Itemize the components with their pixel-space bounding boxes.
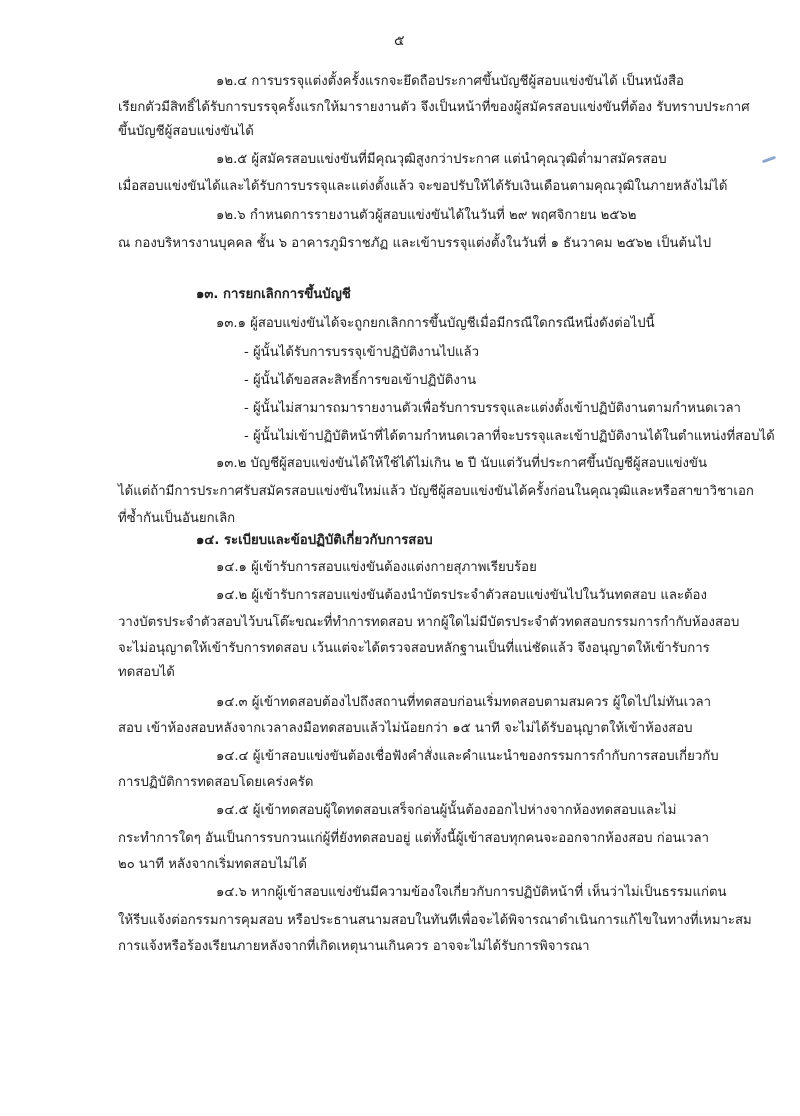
- page-number: ๕: [394, 33, 405, 49]
- text-line: ให้รีบแจ้งต่อกรรมการคุมสอบ หรือประธานสนามสอบในทันทีเพื่อจะได้พิจารณาดำเนินการแก้ไขในทางที่เหมาะสม: [118, 913, 752, 928]
- text-line: ๑๔.๒ ผู้เข้ารับการสอบแข่งขันต้องนำบัตรประจำตัวสอบแข่งขันไปในวันทดสอบ และต้อง: [216, 588, 707, 603]
- text-line: - ผู้นั้นไม่สามารถมารายงานตัวเพื่อรับการบรรจุและแต่งตั้งเข้าปฏิบัติงานตามกำหนดเวลา: [244, 401, 741, 416]
- text-line: ๑๒.๔ การบรรจุแต่งตั้งครั้งแรกจะยึดถือประกาศขึ้นบัญชีผู้สอบแข่งขันได้ เป็นหนังสือ: [216, 74, 684, 89]
- scan-mark: [762, 156, 776, 164]
- section-heading: ๑๔. ระเบียบและข้อปฏิบัติเกี่ยวกับการสอบ: [196, 533, 433, 548]
- text-line: การแจ้งหรือร้องเรียนภายหลังจากที่เกิดเหตุนานเกินควร อาจจะไม่ได้รับการพิจารณา: [118, 939, 590, 954]
- text-line: ๑๒.๕ ผู้สมัครสอบแข่งขันที่มีคุณวุฒิสูงกว่าประกาศ แต่นำคุณวุฒิต่ำมาสมัครสอบ: [216, 152, 667, 167]
- text-line: ๑๓.๒ บัญชีผู้สอบแข่งขันได้ให้ใช้ได้ไม่เกิน ๒ ปี นับแต่วันที่ประกาศขึ้นบัญชีผู้สอบแข่งขัน: [216, 456, 707, 471]
- text-line: ๑๔.๕ ผู้เข้าทดสอบผู้ใดทดสอบเสร็จก่อนผู้นั้นต้องออกไปห่างจากห้องทดสอบและไม่: [216, 803, 677, 818]
- text-line: วางบัตรประจำตัวสอบไว้บนโต๊ะขณะที่ทำการทดสอบ หากผู้ใดไม่มีบัตรประจำตัวทดสอบกรรมการกำกับห้องสอบ: [118, 615, 740, 630]
- text-line: ๑๔.๑ ผู้เข้ารับการสอบแข่งขันต้องแต่งกายสุภาพเรียบร้อย: [216, 560, 537, 575]
- text-line: ๑๔.๔ ผู้เข้าสอบแข่งขันต้องเชื่อฟังคำสั่งและคำแนะนำของกรรมการกำกับการสอบเกี่ยวกับ: [216, 749, 719, 764]
- text-line: ๑๔.๓ ผู้เข้าทดสอบต้องไปถึงสถานที่ทดสอบก่อนเริ่มทดสอบตามสมควร ผู้ใดไปไม่ทันเวลา: [216, 695, 711, 710]
- text-line: ๑๓.๑ ผู้สอบแข่งขันได้จะถูกยกเลิกการขึ้นบัญชีเมื่อมีกรณีใดกรณีหนึ่งดังต่อไปนี้: [216, 316, 655, 331]
- text-line: กระทำการใดๆ อันเป็นการรบกวนแก่ผู้ที่ยังทดสอบอยู่ แต่ทั้งนี้ผู้เข้าสอบทุกคนจะออกจากห้องสอบ ก่อนเวลา: [118, 831, 710, 846]
- text-line: ๑๒.๖ กำหนดการรายงานตัวผู้สอบแข่งขันได้ในวันที่ ๒๙ พฤศจิกายน ๒๕๖๒: [216, 208, 637, 223]
- text-line: สอบ เข้าห้องสอบหลังจากเวลาลงมือทดสอบแล้วไม่น้อยกว่า ๑๕ นาที จะไม่ได้รับอนุญาตให้เข้าห้องสอบ: [118, 721, 693, 736]
- text-line: - ผู้นั้นไม่เข้าปฏิบัติหน้าที่ได้ตามกำหนดเวลาที่จะบรรจุและเข้าปฏิบัติงานได้ในตำแหน่งที่สอบได้: [244, 429, 775, 444]
- text-line: เรียกตัวมีสิทธิ์ได้รับการบรรจุครั้งแรกให้มารายงานตัว จึงเป็นหน้าที่ของผู้สมัครสอบแข่งขันที่ต้อง รับทราบประกาศ: [118, 100, 750, 115]
- text-line: ขึ้นบัญชีผู้สอบแข่งขันได้: [118, 124, 254, 139]
- text-line: การปฏิบัติการทดสอบโดยเคร่งครัด: [118, 775, 314, 790]
- text-line: - ผู้นั้นได้ขอสละสิทธิ์การขอเข้าปฏิบัติงาน: [244, 373, 477, 388]
- text-line: ทดสอบได้: [118, 665, 175, 680]
- text-line: ๒๐ นาที หลังจากเริ่มทดสอบไม่ได้: [118, 857, 307, 872]
- text-line: - ผู้นั้นได้รับการบรรจุเข้าปฏิบัติงานไปแล้ว: [244, 345, 480, 360]
- section-heading: ๑๓. การยกเลิกการขึ้นบัญชี: [196, 287, 351, 302]
- text-line: เมื่อสอบแข่งขันได้และได้รับการบรรจุและแต่งตั้งแล้ว จะขอปรับให้ได้รับเงินเดือนตามคุณวุฒิในภายหลังไม่ได้: [118, 179, 728, 194]
- text-line: ได้แต่ถ้ามีการประกาศรับสมัครสอบแข่งขันใหม่แล้ว บัญชีผู้สอบแข่งขันได้ครั้งก่อนในคุณวุฒิและหรือสาขาวิชาเอก: [118, 484, 754, 499]
- text-line: จะไม่อนุญาตให้เข้ารับการทดสอบ เว้นแต่จะได้ตรวจสอบหลักฐานเป็นที่แน่ชัดแล้ว จึงอนุญาตให้เข้ารับการ: [118, 641, 710, 656]
- text-line: ที่ซ้ำกันเป็นอันยกเลิก: [118, 511, 236, 526]
- text-line: ณ กองบริหารงานบุคคล ชั้น ๖ อาคารภูมิราชภัฏ และเข้าบรรจุแต่งตั้งในวันที่ ๑ ธันวาคม ๒๕๖๒ เป็นต้นไป: [118, 236, 712, 251]
- text-line: ๑๔.๖ หากผู้เข้าสอบแข่งขันมีความข้องใจเกี่ยวกับการปฏิบัติหน้าที่ เห็นว่าไม่เป็นธรรมแก่ตน: [216, 885, 727, 900]
